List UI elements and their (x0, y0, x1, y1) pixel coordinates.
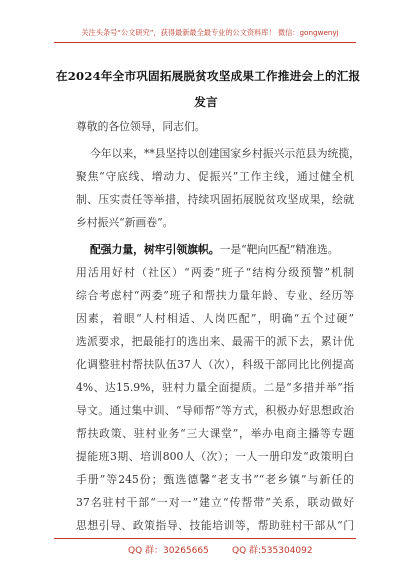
paragraph-2-line: 导文。通过集中训、“导师帮”等方式，积极办好思想政治 (76, 404, 354, 417)
paragraph-2-text: 一是“靶向匹配”精准选。 (219, 243, 339, 256)
paragraph-1-line: 乡村振兴“新画卷”。 (76, 216, 174, 229)
paragraph-2-line: 用活用好村（社区）“两委”班子“结构分级预警”机制 (76, 266, 354, 279)
header-note: 关注头条号“公文研究”，获得最新最全最专业的公文资料库！ 微信：gongwenyj (81, 28, 339, 37)
paragraph-2-line: 4%、达15.9%，驻村力量全面提质。二是“多措并举”指 (76, 381, 354, 394)
footer-rule (54, 538, 356, 539)
paragraph-2-first-line (90, 242, 354, 257)
paragraph-2-line: 化调整驻村帮扶队伍37人（次），科级干部同比比例提高 (76, 358, 354, 371)
footer-qq-group-1: QQ 群：30265665 (128, 546, 209, 556)
paragraph-2-line: 帮扶政策、驻村业务“三大课堂”，举办电商主播等专题 (76, 427, 354, 440)
document-title-line-1: 在2024年全市巩固拓展脱贫攻坚成果工作推进会上的汇报 (56, 69, 361, 83)
document-title-line-2: 发言 (194, 95, 218, 109)
paragraph-2-line: 因素，着眼“人村相适、人岗匹配”，明确“五个过硬” (76, 312, 354, 325)
paragraph-2-line: 选派要求，把最能打的选出来、最需干的派下去，累计优 (76, 335, 354, 348)
footer-qq-group-2: QQ 群:535304092 (232, 546, 313, 556)
paragraph-1-line: 聚焦“守底线、增动力、促振兴”工作主线，通过健全机 (76, 170, 354, 183)
paragraph-1-line: 制、压实责任等举措，持续巩固拓展脱贫攻坚成果，绘就 (76, 193, 354, 206)
header-rule (54, 42, 356, 43)
section-heading: 配强力量，树牢引领旗帜。 (90, 243, 220, 256)
paragraph-1-line: 今年以来，**县坚持以创建国家乡村振兴示范县为统揽， (90, 147, 360, 160)
paragraph-2-line: 提能班3期、培训800人（次）；一人一册印发“政策明白 (76, 450, 354, 463)
greeting: 尊敬的各位领导，同志们。 (76, 120, 206, 133)
paragraph-2-line: 37名驻村干部“一对一”建立“传帮带”关系，联动做好 (76, 496, 354, 509)
paragraph-2-line: 综合考虑村“两委”班子和帮扶力量年龄、专业、经历等 (76, 289, 354, 302)
paragraph-2-line: 思想引导、政策指导、技能培训等，帮助驻村干部从“门 (76, 519, 354, 532)
paragraph-2-line: 手册”等245份；甄选德馨“老支书”“老乡镇”与新任的 (76, 473, 354, 486)
